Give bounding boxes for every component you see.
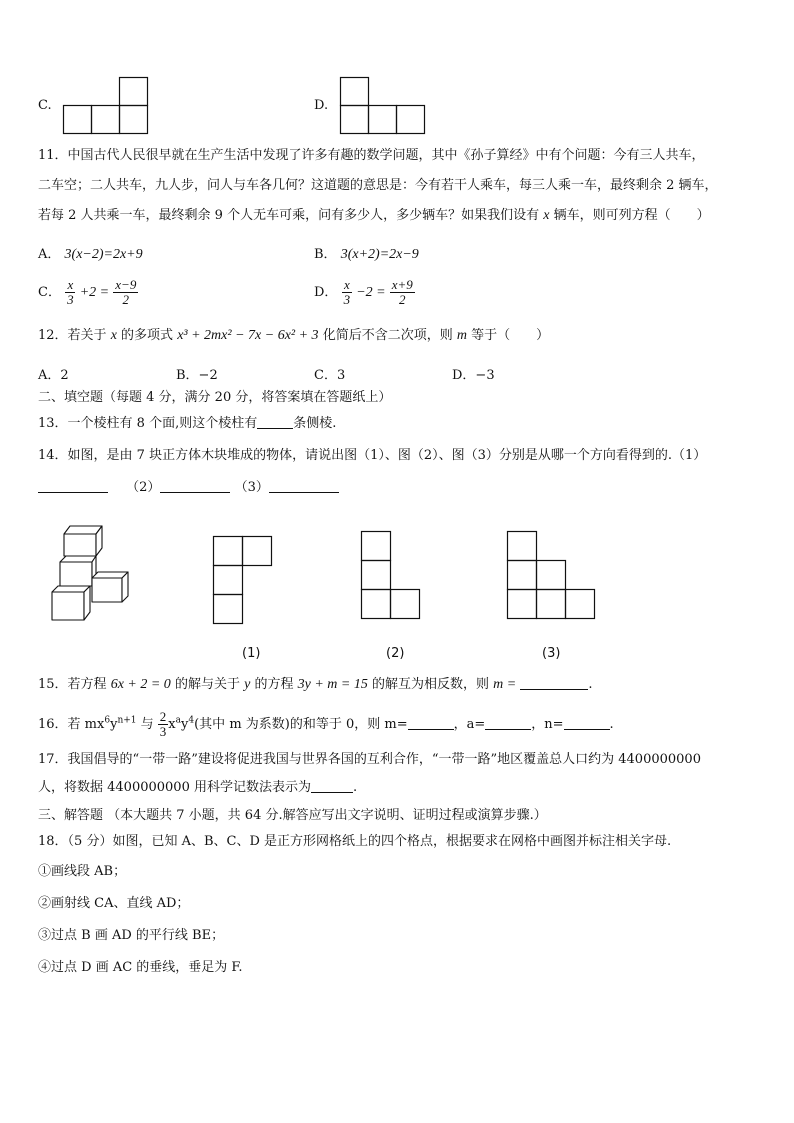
q16-exponent-4: 4: [188, 715, 195, 726]
q15-end: .: [588, 677, 593, 692]
q16-exponent-a: a: [175, 715, 182, 726]
q11-option-c-fraction-1: [65, 278, 76, 307]
q14-view-1: [213, 536, 275, 628]
q12-suffix: 化简后不含二次项，则: [322, 328, 453, 343]
q14-label-2: （2）: [126, 480, 161, 495]
q14-caption-2: (2): [386, 646, 405, 661]
q15: [38, 675, 592, 695]
q13-end: 条侧棱.: [293, 416, 337, 431]
fraction-numerator: x+9: [391, 277, 413, 292]
q14-label-3: （3）: [234, 480, 269, 495]
q16-a-label: ，a=: [453, 717, 486, 732]
q17-answer-blank[interactable]: [311, 778, 353, 793]
q11-option-c: [38, 278, 138, 307]
q11-line3-end: 辆车，则可列方程（ ）: [553, 208, 710, 223]
q12-option-b: B．−2: [176, 368, 218, 383]
q15-prefix: 15．若方程: [38, 677, 107, 692]
q11-option-b-label: B．: [314, 247, 337, 262]
q15-equation-2: 3y + m = 15: [297, 677, 368, 692]
q12-variable-m: m: [456, 328, 467, 343]
q16-answer-m[interactable]: [408, 715, 454, 730]
q12-end: 等于（ ）: [471, 328, 550, 343]
q16-fraction: [158, 710, 169, 739]
q17-line2-text: 人，将数据 4400000000 用科学记数法表示为: [38, 780, 311, 795]
fraction-denominator: 3: [67, 292, 74, 307]
q11-variable-x: x: [543, 208, 550, 223]
q16-exponent-y: n+1: [117, 715, 137, 726]
q18-step-4: ④过点 D 画 AC 的垂线，垂足为 F.: [38, 960, 243, 975]
q11-option-d-middle: −2 =: [356, 285, 386, 300]
q18-step-1: ①画线段 AB；: [38, 864, 127, 879]
q16-n-label: ，n=: [531, 717, 564, 732]
q18-stem: 18．（5 分）如图，已知 A、B、C、D 是正方形网格纸上的四个格点，根据要求在网格中画图并标注相关字母.: [38, 834, 672, 849]
q15-answer-blank[interactable]: [520, 675, 588, 690]
fraction-numerator: x−9: [115, 277, 137, 292]
q11-option-c-middle: +2 =: [79, 285, 110, 300]
fraction-denominator: 2: [399, 292, 406, 307]
q15-lhs: m =: [493, 677, 517, 692]
q14-answer-blank-2[interactable]: [160, 478, 230, 493]
fraction-numerator: x: [67, 277, 74, 292]
q11-line1: 11．中国古代人民很早就在生产生活中发现了许多有趣的数学问题，其中《孙子算经》中有个问题：今有三人共车，: [38, 148, 705, 163]
q11-option-b-expr: 3(x+2)=2x−9: [340, 247, 419, 262]
q14-line1: 14．如图，是由 7 块正方体木块堆成的物体，请说出图（1）、图（2）、图（3）分别是从哪一个方向看得到的.（1）: [38, 448, 707, 463]
q12-polynomial: x³ + 2mx² − 7x − 6x² + 3: [177, 328, 319, 343]
q11-line3: [38, 206, 710, 226]
q11-line3-text: 若每 2 人共乘一车，最终剩余 9 个人无车可乘，问有多少人，多少辆车？如果我们设有: [38, 208, 540, 223]
q15-post: 的解互为相反数，则: [371, 677, 489, 692]
section-2-heading: 二、填空题（每题 4 分，满分 20 分，将答案填在答题纸上）: [38, 390, 392, 405]
q15-mid2: 的方程: [254, 677, 294, 692]
q12-option-d: D．−3: [452, 368, 495, 383]
q14-caption-3: (3): [542, 646, 561, 661]
q11-option-d-label: D．: [314, 285, 338, 300]
q12-option-c: C．3: [314, 368, 346, 383]
q11-option-a-label: A．: [38, 247, 61, 262]
q12-option-a: A．2: [38, 368, 69, 383]
q15-equation-1: 6x + 2 = 0: [110, 677, 171, 692]
fraction-numerator: x: [343, 277, 350, 292]
q18-step-2: ②画射线 CA、直线 AD；: [38, 896, 190, 911]
q18-step-3: ③过点 B 画 AD 的平行线 BE；: [38, 928, 225, 943]
q10-option-c-figure: [63, 77, 153, 137]
q16-answer-a[interactable]: [485, 715, 531, 730]
q16-x2: x: [168, 717, 176, 732]
q16-y2: y: [181, 717, 189, 732]
q14-answer-blank-1[interactable]: [38, 478, 108, 493]
q11-line2: 二车空；二人共车，九人步，问人与车各几何？这道题的意思是：今有若干人乘车，每三人乘一车，最终剩余 2 辆车，: [38, 178, 718, 193]
q13-answer-blank[interactable]: [257, 414, 293, 429]
q12-variable-x: x: [110, 328, 117, 343]
q16-end: .: [609, 717, 614, 732]
q15-variable-y: y: [244, 677, 251, 692]
q11-option-a-expr: 3(x−2)=2x+9: [64, 247, 143, 262]
fraction-denominator: 3: [159, 724, 167, 739]
q16-post: (其中 m 为系数)的和等于 0，则 m=: [194, 717, 408, 732]
q16-mid: 与: [136, 717, 154, 732]
q15-mid: 的解与关于: [174, 677, 240, 692]
section-3-heading: 三、解答题 （本大题共 7 小题，共 64 分.解答应写出文字说明、证明过程或演算步骤.）: [38, 808, 547, 823]
q14-view-3: [507, 531, 599, 623]
q11-option-d-fraction-1: [342, 278, 353, 307]
q10-option-d-figure: [340, 77, 430, 137]
fraction-denominator: 3: [343, 292, 351, 307]
q16-answer-n[interactable]: [564, 715, 610, 730]
q14-answer-blank-3[interactable]: [269, 478, 339, 493]
q11-option-c-label: C．: [38, 285, 61, 300]
q14-caption-1: (1): [242, 646, 261, 661]
q12-prefix: 12．若关于: [38, 328, 107, 343]
q13: [38, 414, 336, 434]
q12-mid: 的多项式: [121, 328, 174, 343]
q11-option-a: [38, 243, 143, 263]
q11-option-d-fraction-2: [390, 278, 415, 307]
q11-option-b: [314, 243, 419, 263]
q16-exponent-x: 6: [104, 715, 111, 726]
q14-answer-line: [38, 478, 339, 498]
q12-stem: [38, 326, 549, 346]
q10-option-d-label: D.: [314, 98, 329, 113]
q16-y: y: [110, 717, 118, 732]
q14-cube-stack-figure: [48, 522, 138, 626]
q17-end: .: [352, 780, 358, 795]
q13-text: 13．一个棱柱有 8 个面,则这个棱柱有: [38, 416, 258, 431]
q11-option-d: [314, 278, 415, 307]
q11-option-c-fraction-2: [113, 278, 138, 307]
q14-view-2: [361, 531, 423, 623]
q17-line2: [38, 778, 357, 798]
q16-prefix: 16．若 mx: [38, 717, 105, 732]
fraction-numerator: 2: [159, 709, 167, 724]
q17-line1: 17．我国倡导的“一带一路”建设将促进我国与世界各国的互利合作，“一带一路”地区覆盖总人口约为 4400000000: [38, 752, 701, 767]
fraction-denominator: 2: [122, 292, 130, 307]
q16: [38, 710, 614, 739]
q10-option-c-label: C.: [38, 98, 52, 113]
